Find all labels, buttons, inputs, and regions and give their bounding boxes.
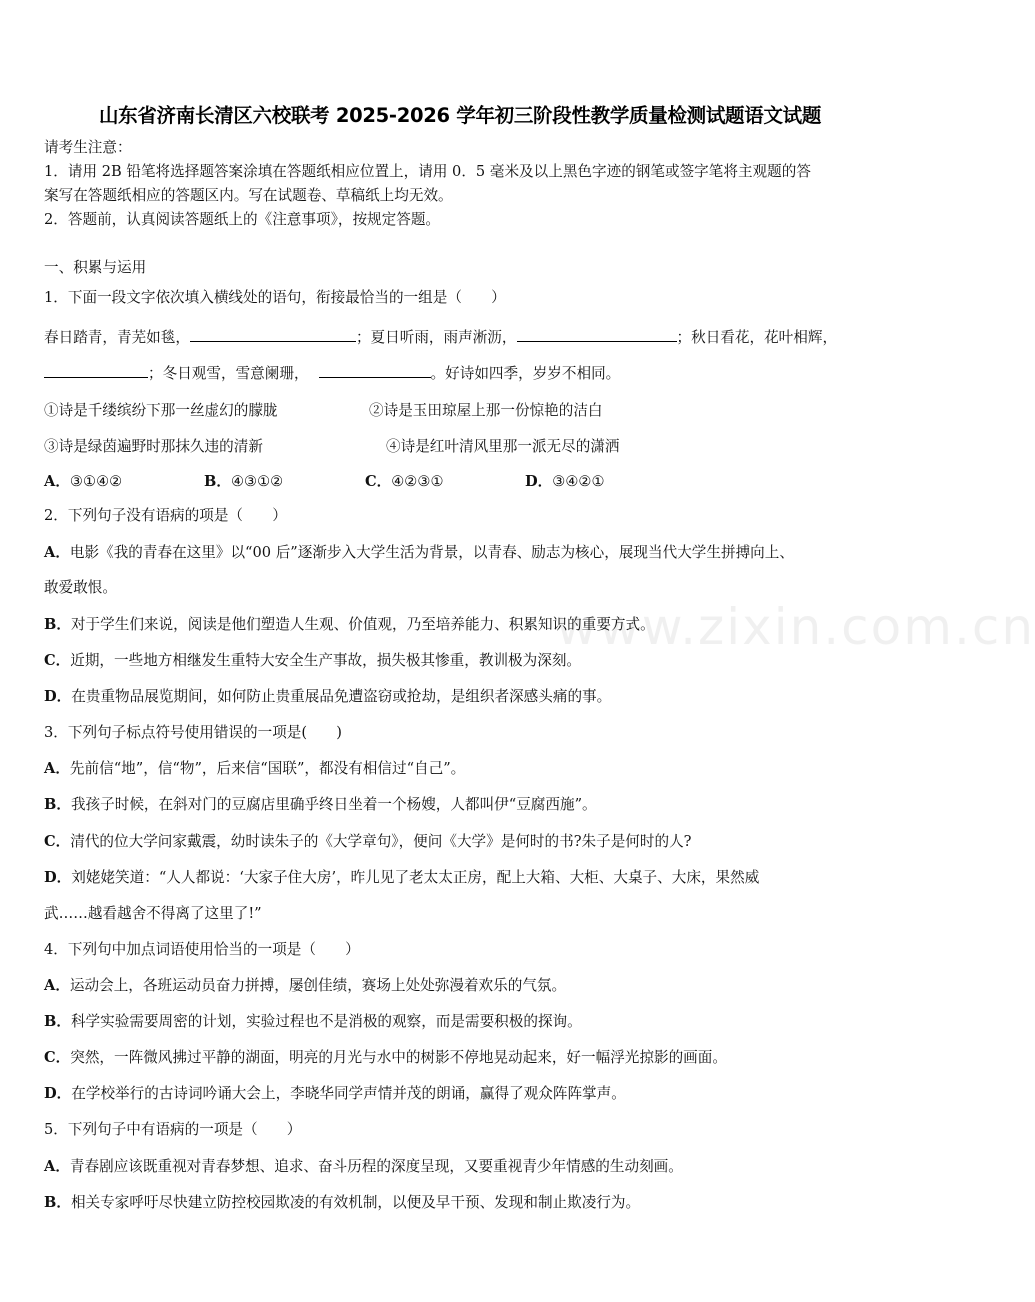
answer-choice-c[interactable]: C．突然，一阵微风拂过平静的湖面，明亮的月光与水中的树影不停地晃动起来，好一幅浮光掠影的画面。	[44, 1049, 727, 1066]
choice-letter: A．	[44, 544, 70, 561]
notice-heading: 请考生注意：	[44, 139, 132, 156]
question-2-stem: 2．下列句子没有语病的项是（ ）	[44, 507, 287, 524]
answer-choice-a[interactable]: A．青春剧应该既重视对青春梦想、追求、奋斗历程的深度呈现，又要重视青少年情感的生动刻画。	[44, 1158, 683, 1175]
answer-choice-c[interactable]: C．清代的位大学问家戴震，幼时读朱子的《大学章句》，便问《大学》是何时的书?朱子是何时的人?	[44, 833, 692, 850]
answer-choice-a[interactable]: A．③①④②	[44, 473, 123, 490]
fill-blank	[44, 361, 148, 378]
answer-choice-c[interactable]: C．④②③①	[365, 473, 444, 490]
page-title: 山东省济南长清区六校联考 2025-2026 学年初三阶段性教学质量检测试题语文试题	[98, 104, 822, 127]
question-4-stem: 4．下列句中加点词语使用恰当的一项是（ ）	[44, 941, 360, 958]
choice-letter: D．	[44, 869, 72, 886]
choice-letter: B．	[44, 1013, 71, 1030]
passage-text: 春日踏青，青芜如毯，	[44, 329, 190, 346]
answer-choice-b[interactable]: B．相关专家呼吁尽快建立防控校园欺凌的有效机制，以便及早干预、发现和制止欺凌行为。	[44, 1194, 641, 1211]
choice-letter: B．	[44, 616, 71, 633]
choice-letter: C．	[44, 652, 71, 669]
answer-choice-d[interactable]: D．③④②①	[525, 473, 605, 490]
fill-blank	[319, 361, 431, 378]
answer-choice-d[interactable]: D．刘姥姥笑道：“人人都说：‘大家子住大房’，昨儿见了老太太正房，配上大箱、大柜、大桌子、大床，果然威	[44, 869, 760, 886]
notice-line: 1．请用 2B 铅笔将选择题答案涂填在答题纸相应位置上，请用 0．5 毫米及以上黑色字迹的钢笔或签字笔将主观题的答	[44, 163, 811, 180]
sentence-option: ①诗是千缕缤纷下那一丝虚幻的朦胧	[44, 402, 278, 419]
answer-choice-d[interactable]: D．在贵重物品展览期间，如何防止贵重展品免遭盗窃或抢劫，是组织者深感头痛的事。	[44, 688, 612, 705]
choice-letter: A．	[44, 473, 70, 490]
sentence-option: ②诗是玉田琼屋上那一份惊艳的洁白	[369, 402, 603, 419]
question-1-passage-line	[44, 361, 620, 384]
question-1-stem: 1．下面一段文字依次填入横线处的语句，衔接最恰当的一组是（ ）	[44, 289, 506, 306]
choice-letter: A．	[44, 1158, 70, 1175]
choice-letter: D．	[44, 688, 72, 705]
answer-choice-b[interactable]: B．科学实验需要周密的计划，实验过程也不是消极的观察，而是需要积极的探询。	[44, 1013, 582, 1030]
passage-text: ；秋日看花，花叶相辉，	[676, 329, 838, 346]
choice-letter: A．	[44, 760, 70, 777]
answer-choice-c[interactable]: C．近期，一些地方相继发生重特大安全生产事故，损失极其惨重，教训极为深刻。	[44, 652, 582, 669]
passage-text: ；冬日观雪，雪意阑珊，	[148, 365, 309, 382]
passage-text: 。好诗如四季，岁岁不相同。	[430, 365, 621, 382]
question-5-stem: 5．下列句子中有语病的一项是（ ）	[44, 1121, 302, 1138]
passage-text: ；夏日听雨，雨声淅沥，	[355, 329, 517, 346]
choice-letter: A．	[44, 977, 70, 994]
sentence-option: ④诗是红叶清风里那一派无尽的潇洒	[386, 438, 620, 455]
section-heading: 一、积累与运用	[44, 259, 147, 276]
choice-letter: D．	[44, 1085, 72, 1102]
answer-choice-b[interactable]: B．我孩子时候，在斜对门的豆腐店里确乎终日坐着一个杨嫂，人都叫伊“豆腐西施”。	[44, 796, 597, 813]
choice-letter: B．	[204, 473, 231, 490]
choice-letter: C．	[365, 473, 392, 490]
fill-blank	[190, 325, 356, 342]
question-1-passage-line	[44, 325, 837, 348]
answer-choice-a-continued: 敢爱敢恨。	[44, 579, 117, 596]
watermark: www.zixin.com.cn	[556, 598, 1035, 656]
answer-choice-d-continued: 武……越看越舍不得离了这里了!”	[44, 905, 262, 922]
answer-choice-b[interactable]: B．④③①②	[204, 473, 284, 490]
answer-choice-b[interactable]: B．对于学生们来说，阅读是他们塑造人生观、价值观，乃至培养能力、积累知识的重要方式。	[44, 616, 655, 633]
notice-line: 案写在答题纸相应的答题区内。写在试题卷、草稿纸上均无效。	[44, 187, 453, 204]
question-3-stem: 3．下列句子标点符号使用错误的一项是( )	[44, 724, 342, 741]
choice-letter: D．	[525, 473, 553, 490]
choice-letter: C．	[44, 1049, 71, 1066]
choice-letter: C．	[44, 833, 71, 850]
answer-choice-a[interactable]: A．运动会上，各班运动员奋力拼搏，屡创佳绩，赛场上处处弥漫着欢乐的气氛。	[44, 977, 567, 994]
choice-letter: B．	[44, 796, 71, 813]
answer-choice-d[interactable]: D．在学校举行的古诗词吟诵大会上，李晓华同学声情并茂的朗诵，赢得了观众阵阵掌声。	[44, 1085, 626, 1102]
notice-line: 2．答题前，认真阅读答题纸上的《注意事项》，按规定答题。	[44, 211, 441, 228]
choice-letter: B．	[44, 1194, 71, 1211]
fill-blank	[517, 325, 677, 342]
answer-choice-a[interactable]: A．先前信“地”，信“物”，后来信“国联”，都没有相信过“自己”。	[44, 760, 466, 777]
sentence-option: ③诗是绿茵遍野时那抹久违的清新	[44, 438, 263, 455]
answer-choice-a[interactable]: A．电影《我的青春在这里》以“00 后”逐渐步入大学生活为背景，以青春、励志为核心，展现当代大学生拼搏向上、	[44, 544, 794, 561]
